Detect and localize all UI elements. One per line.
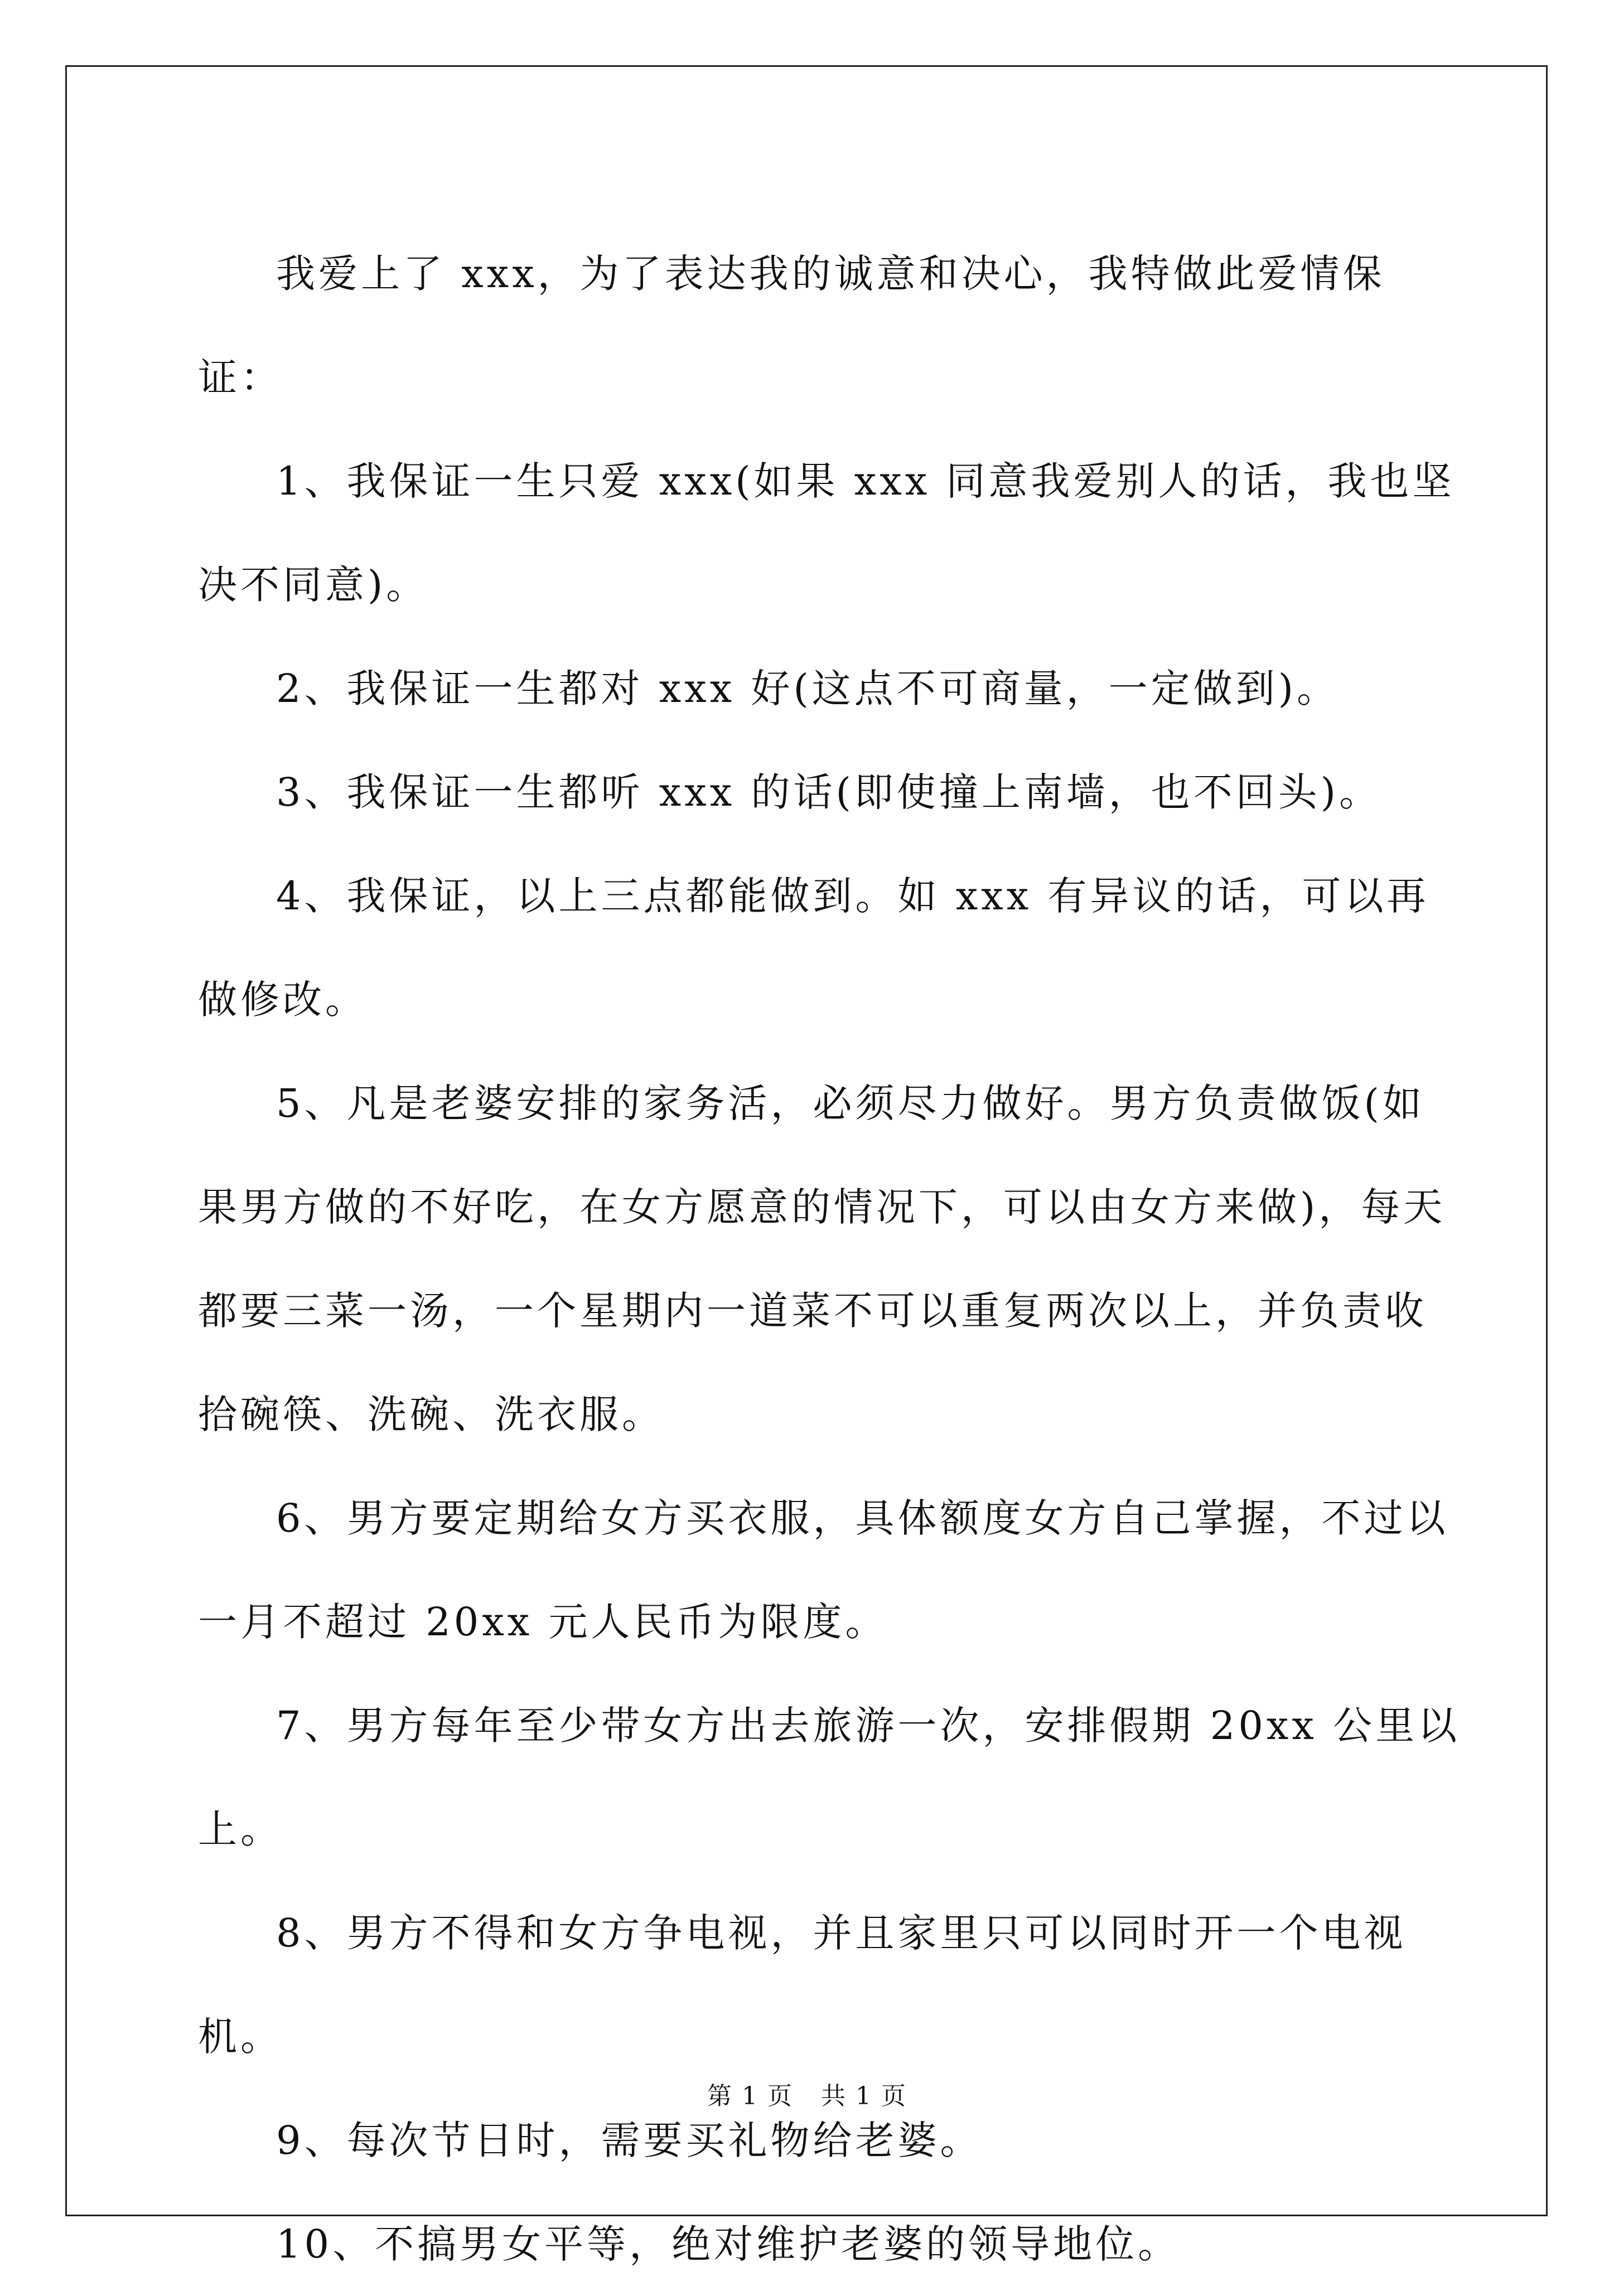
paragraph-item-8: 8、男方不得和女方争电视，并且家里只可以同时开一个电视机。 bbox=[198, 1910, 1407, 2060]
paragraph-item-5: 5、凡是老婆安排的家务活，必须尽力做好。男方负责做饭(如果男方做的不好吃，在女方愿意的情况下，可以由女方来做)，每天都要三菜一汤，一个星期内一道菜不可以重复两次以上，并负责收拾碗筷、洗碗、洗衣服。 bbox=[198, 1081, 1446, 1437]
paragraph-item-4: 4、我保证，以上三点都能做到。如 xxx 有异议的话，可以再做修改。 bbox=[198, 873, 1429, 1023]
paragraph-item-9: 9、每次节日时，需要买礼物给老婆。 bbox=[276, 2118, 983, 2163]
paragraph-item-2: 2、我保证一生都对 xxx 好(这点不可商量，一定做到)。 bbox=[276, 666, 1340, 711]
document-body bbox=[198, 222, 1464, 2296]
paragraph-item-3: 3、我保证一生都听 xxx 的话(即使撞上南墙，也不回头)。 bbox=[276, 769, 1382, 815]
paragraph-item-1: 1、我保证一生只爱 xxx(如果 xxx 同意我爱别人的话，我也坚决不同意)。 bbox=[198, 458, 1455, 608]
paragraph-item-7: 7、男方每年至少带女方出去旅游一次，安排假期 20xx 公里以上。 bbox=[198, 1703, 1461, 1852]
page-number-total: 共 1 页 bbox=[821, 2082, 907, 2110]
paragraph-intro: 我爱上了 xxx，为了表达我的诚意和决心，我特做此爱情保证： bbox=[198, 251, 1385, 400]
page-footer bbox=[0, 2080, 1614, 2113]
paragraph-item-6: 6、男方要定期给女方买衣服，具体额度女方自己掌握，不过以一月不超过 20xx 元人民币为限度。 bbox=[198, 1495, 1449, 1645]
page-number-current: 第 1 页 bbox=[707, 2082, 793, 2110]
paragraph-item-10: 10、不搞男女平等，绝对维护老婆的领导地位。 bbox=[276, 2221, 1181, 2267]
